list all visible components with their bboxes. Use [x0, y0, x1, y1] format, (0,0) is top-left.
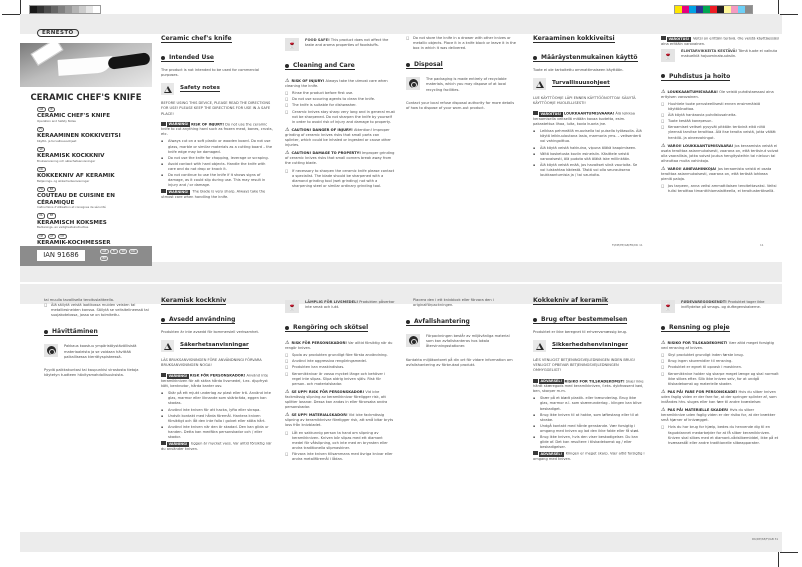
food-safe-notice: 🍷 FOOD SAFE! This product does not affect the taste and aroma properties of foodstuffs.: [285, 38, 395, 51]
warning-triangle-icon: ⚠: [661, 88, 666, 95]
product-photo: [20, 43, 152, 87]
list-item: □ Keramikknivar är vassa mycket länge och behöver i regel inte slipas. Slipa aldrig kniven själv. Risk för person- och materialskador.: [285, 372, 395, 387]
recycling-notice: The packaging is made entirely of recyclable materials, which you may dispose of at local recycling facilities.: [406, 77, 516, 92]
cleaning-heading: Rensning og pleje: [661, 325, 730, 332]
list-item: ▪ Do not use the knife for chopping, leverage or scraping.: [161, 156, 273, 161]
warning-icon: [533, 451, 538, 455]
risk-notice: ⚠ RISK FÖR PERSONSKADOR! Var alltid försiktig när du rengör kniven.: [285, 340, 393, 351]
safety-notes-heading: Safety notes: [161, 83, 273, 95]
warning-block: WARNING! The blade is very sharp. Always take the utmost care when handling the knife.: [161, 189, 266, 199]
cleaning-list: [285, 353, 395, 387]
list-item: □ Ceramic knives stay sharp very long and in general must not be sharpened. Do not sharpen the knife by yourself in order to avoid risk of injury and damage to property.: [285, 110, 395, 125]
list-item: ▪ Använd inte kniven för att hacka, lyfta eller skrapa.: [161, 408, 273, 413]
warning-triangle-icon: ⚠: [285, 388, 290, 395]
recycling-notice: Förpackningen består av miljövänliga material som kan avfallshanteras hos lokala återvinningsstationer.: [406, 334, 516, 349]
intended-use-text: The product is not intended to be used for commercial purposes.: [161, 68, 260, 78]
warning-triangle-icon: ⚠: [285, 78, 290, 85]
safety-notes-heading: Turvallisuusohjeet: [533, 78, 643, 90]
language-entry-en: [37, 107, 152, 123]
da-column-1: [533, 298, 645, 464]
cleaning-heading: Rengöring och skötsel: [285, 325, 368, 332]
continued-text: Placera den i ett knivblock eller förvara den i originalförpackningen.: [413, 298, 494, 308]
cleaning-list: [661, 102, 779, 141]
language-title: COUTEAU DE CUISINE EN CÉRAMIQUE: [37, 193, 115, 206]
warning-block: VAROITUS! Veitsi on erittäin terävä. Ole veistä käyttäessäsi aina erittäin varovainen.: [661, 36, 779, 46]
page-footer: FI/DE/EE/GB/FR/DK 11: [612, 243, 643, 247]
language-title: KERAMISK KOCKKNIV: [37, 153, 105, 160]
warning-triangle-icon: ⚠: [285, 126, 290, 133]
country-code: NL: [37, 213, 45, 218]
safety-bullet-list: [533, 129, 643, 178]
intended-use-heading: Avsedd användning: [161, 317, 235, 324]
list-item: □ Keramikknive holder sig skarpe meget længe og skal normalt ikke slibes efter. Slib ikke kniven selv, for at undgå tilskadekomst og materielle skader.: [661, 372, 779, 387]
warning-triangle-icon: [161, 340, 174, 352]
section-title: Keraaminen kokkiveitsi: [533, 35, 615, 42]
cleaning-heading: Cleaning and Care: [285, 63, 355, 70]
list-item: ▪ Undvik kontakt med hårda föremål. Hantera kniven försiktigt och låt den inte falla i golvet eller stöta hårt.: [161, 414, 273, 424]
country-code: FI: [110, 249, 117, 254]
country-code: IE: [48, 107, 55, 112]
recycling-icon: [406, 77, 420, 90]
language-title: CERAMIC CHEF'S KNIFE: [37, 113, 111, 120]
disposal-text: Contact your local refuse disposal authority for more details of how to dispose of your worn-out product.: [406, 100, 515, 110]
page-number: 11: [760, 243, 764, 247]
language-entry-fi: [37, 127, 152, 143]
language-title: KERAMISCH KOKSMES: [37, 219, 107, 226]
list-item: ▪ Skær på et blødt plastik- eller træunderlag. Brug ikke glas, marmor e.l. som skæreunderlag - klingen kan blive beskadiget.: [533, 396, 645, 411]
list-item: ▪ Brug ikke kniven til at hakke, som løftestang eller til at skrabe.: [533, 413, 645, 423]
country-code: FR: [37, 187, 45, 192]
crop-mark: [2, 14, 20, 15]
caution-injury: ⚠ PAS PÅ! FARE FOR PERSONSKADE! Hvis du sliber kniven uden faglig viden er der fare for, at der springer splinter af, som indåndes hhv. sluges eller kan føre til andre kvæstelser.: [661, 388, 777, 405]
language-subtitle: Instructions d'utilisation et consignes de sécurité: [37, 205, 106, 210]
country-code: BE: [47, 213, 55, 218]
language-entry-fr: [37, 187, 152, 209]
intended-use-text: Produkten är inte avsedd för kommersiell verksamhet.: [161, 330, 260, 335]
language-subtitle: Bedienings- en veiligheidsinstructies: [37, 225, 89, 230]
list-item: ▪ Använd inte kniven när den är skadad. Den kan glida ur handen. Detta kan medföra personskador och / eller skador.: [161, 425, 273, 440]
warning-triangle-icon: ⚠: [661, 340, 666, 347]
list-item: ▪ Undgå kontakt med hårde genstande. Vær forsigtig i omgang med kniven og lad den ikke falde eller få stød.: [533, 424, 645, 434]
bullet-icon: [661, 74, 665, 78]
recycling-icon: [44, 344, 58, 357]
sv-column-3: [406, 298, 516, 373]
warning-icon: [161, 373, 166, 377]
country-code: SE: [119, 249, 127, 254]
cleaning-heading: Puhdistus ja hoito: [661, 74, 730, 81]
warning-triangle-icon: ⚠: [661, 142, 666, 149]
warning-icon: [533, 111, 538, 115]
language-title: KERAMIK-KOCHMESSER: [37, 239, 111, 246]
food-safe-icon: 🍷: [285, 300, 299, 313]
country-code: GB: [100, 249, 109, 254]
language-subtitle: Operation and Safety Notes: [37, 118, 76, 123]
list-item: □ Brug ingen skuremidler til rensning.: [661, 359, 779, 364]
ian-country-codes: [100, 249, 142, 261]
list-item: □ Spola av produkten grundligt före första användning.: [285, 353, 395, 358]
cleaning-list-2: [661, 425, 779, 445]
section-title: Kokkekniv af keramik: [533, 297, 609, 304]
disposal-text: Kontakta miljökontoret på din ort för vidare information om avfallshantering av förbrukad produkt.: [406, 357, 513, 367]
country-code: DK: [37, 167, 46, 172]
country-code: BE: [100, 256, 108, 261]
safety-notes-heading: Sikkerhedshenvisninger: [533, 340, 645, 352]
warning-block: VARNING! RISK FÖR PERSONSKADOR! Använd inte keramikkniven för att skära hårda livsmedel, t.ex. djupfryst kött, benknotor, hårda kanter osv.: [161, 373, 269, 389]
sv-column-2: [285, 298, 395, 463]
bullet-icon: [44, 330, 48, 334]
disposal-heading: Hävittäminen: [44, 329, 98, 336]
list-item: ▪ Älä käytä veistä hakkuina, vipuna äläkä kaapimiseen.: [533, 146, 643, 151]
food-safe-icon: 🍷: [661, 300, 675, 313]
bullet-icon: [161, 56, 165, 60]
fi-column-2: [661, 36, 779, 195]
bullet-icon: [285, 64, 289, 68]
list-item: □ If necessary to sharpen the ceramic knife please contact a specialist. The blade should be sharpened with a diamond grinding tool (wet grinding) not with a sharpening steel or similar ordinary grinding tool.: [285, 169, 395, 189]
food-safe-notice: 🍷 FØDEVAREGODKENDT! Produktet tager ikke indflydelse på smags- og duftegenskaberne.: [661, 300, 779, 313]
warning-icon: [161, 441, 166, 445]
bullet-icon: [161, 318, 165, 322]
food-safe-icon: 🍷: [285, 38, 299, 51]
bullet-icon: [285, 326, 289, 330]
list-item: □ Tuote kestää konepesun.: [661, 119, 779, 124]
list-item: □ Keraamiset veitset pysyvät pitkään terävinä eikä niitä yleensä tarvitse teroittaa. Älä itse teroita veistä, jotta vältät henkilö- ja aineevahingot.: [661, 125, 779, 140]
crop-mark: [780, 552, 798, 553]
language-subtitle: Bruksanvisning och säkerhetsanvisningar: [37, 158, 96, 163]
bottom-page-spread: [0, 290, 802, 567]
list-item: ▪ Always cut on a soft plastic or wooden board. Do not use glass, marble or similar materials as a cutting board – the knife edge may be damaged.: [161, 139, 273, 154]
list-item: ▪ Älä käytä veistä enää, jos havaitset siinä vaurioita. Se voi luiskahtaa kädestä. Tästä voi olla seurauksena loukkaantumisia ja / tai vaurioita.: [533, 163, 643, 178]
warning-triangle-icon: ⚠: [661, 166, 666, 172]
risk-notice: ⚠ LOUKKAANTUMISVAARA! Ole veistä puhdistaessasi aina erityisen varovainen.: [661, 88, 774, 99]
ian-bar: [20, 246, 152, 266]
cover-title: CERAMIC CHEF'S KNIFE: [30, 93, 142, 103]
fi-column-1: [533, 36, 643, 179]
warning-triangle-icon: [533, 78, 546, 90]
recycling-icon: [406, 334, 420, 347]
language-subtitle: Betjenings- og sikkerhedsanvisninger: [37, 178, 90, 183]
intended-use-heading: Määräystenmukainen käyttö: [533, 55, 638, 62]
recycling-notice: Pakkaus koostuu ympäristöystävällisistä materiaaleista ja se voidaan hävittää paikallisessa kierrätyspisteessä.: [44, 344, 154, 359]
warning-block: WARNING! RISK OF INJURY! Do not use the ceramic knife to cut anything hard such as frozen meat, bones, crusts, etc.: [161, 122, 273, 137]
country-code: FI: [37, 127, 44, 132]
section-title: Ceramic chef's knife: [161, 35, 232, 42]
safety-bullet-list: [533, 396, 645, 450]
country-code: SE: [37, 147, 45, 152]
crop-mark: [780, 14, 798, 15]
warning-triangle-icon: ⚠: [285, 150, 290, 157]
crop-mark: [778, 552, 779, 567]
safety-bullet-list: [161, 139, 273, 188]
list-item: ▪ Skär på ett mjukt underlag av plast eller trä. Använd inte glas, marmor eller liknande som skärbräda, eggen kan skadas.: [161, 391, 273, 406]
country-code: DK: [129, 249, 138, 254]
list-item: □ Skyl produktet grundigt inden første brug.: [661, 353, 779, 358]
brand-logo: ERNESTO: [37, 29, 79, 37]
da-column-2: [661, 298, 779, 447]
food-safe-notice: 🍷 ELINTARVIKKEITA KESTÄVÄ! Tämä tuote ei vaikuta makuelkiä hajuominaisuuksiin.: [661, 49, 779, 62]
caution-injury: ⚠ SE UPP! RISK FÖR PERSONSKADOR! Vid icke fackmässig slipning av keramikknivar föreligger risk, att splitter lossnar. Dessa kan andas in eller förorsaka andra personskador.: [285, 388, 388, 410]
cmyk-colorbar: [674, 5, 753, 14]
intended-use-heading: Brug efter bestemmelsen: [533, 317, 627, 324]
language-subtitle: Käyttö- ja turvallisuusohjeet: [37, 138, 77, 143]
disposal-heading: Disposal: [406, 62, 443, 69]
disposal-text: Pyydä paikkakuntasi tai kaupunkisi virastosta tietoja käytetyn tuotteen hävitysmahdollisuuksista.: [44, 367, 139, 377]
bullet-icon: [406, 63, 410, 67]
caution-property: ⚠ PAS PÅ! MATERIELLE SKADER! Hvis du sliber keramikknive uden faglig viden er der risiko for, at der brækker små hjørner af knivægget.: [661, 407, 776, 423]
bullet-icon: [661, 326, 665, 330]
list-item: □ Älä käytä hankaavia puhdistusaineita.: [661, 113, 779, 118]
crop-mark: [778, 0, 779, 14]
safety-notes-heading: Säkerhetsanvisningar: [161, 340, 273, 352]
bullet-icon: [533, 56, 537, 60]
caution-property: ⚠ CAUTION! DAMAGE TO PROPERTY! Improper grinding of ceramic knives risks that small corners break away from the cutting blade.: [285, 150, 395, 166]
intended-use-text: Produktet er ikke beregnet til erhvervsmæssig brug.: [533, 330, 628, 335]
safety-caps-text: BEFORE USING THIS DEVICE, PLEASE READ THE DIRECTIONS FOR USE! PLEASE KEEP THE DIRECTIONS FOR USE IN A SAFE PLACE!: [161, 101, 271, 116]
caution-property: ⚠ SE UPP! MATERIALSKADOR! Vid icke fackmässig slipning av keramikknivar föreligger risk, att små bitar bryts loss från knivbladet.: [285, 412, 394, 428]
list-item: □ Jos tarpeen, anna veitsi ammattilaisen teroitettavaksi. Veitsi tulisi teroittaa timanttihiomalaitteella, ei teroitusteräksellä.: [661, 184, 779, 194]
list-item: ▪ Leikkaa pehmeällä muovisella tai puisella työtasolla. Älä käytä leikkuulautana lasia, marmoria yms. – veitsenterä voi vahingoittua.: [533, 129, 643, 144]
list-item: ▪ Brug ikke kniven, hvis den viser beskadigelser. Du kan glide af. Det kan resultere i tilskadekomst og / eller beskadigelser.: [533, 435, 645, 450]
country-code: AT: [48, 234, 56, 239]
disposal-heading: Avfallshantering: [406, 319, 470, 326]
en-column-2: [285, 36, 395, 190]
intended-use-text: Tuote ei ole tarkoitettu ammattimaiseen käyttöön.: [533, 68, 624, 73]
caution-property: ⚠ VAROI! AINEVAHINKOJA! Jos keraamista veistä ei osata teroittaa asianmukaisesti, vaarana on, että terästä lohkeaa pieniä paloja.: [661, 166, 772, 182]
sv-column-1: [161, 298, 273, 454]
list-item: □ Do not use scouring agents to clean the knife.: [285, 97, 395, 102]
bullet-icon: [533, 318, 537, 322]
warning-triangle-icon: [533, 340, 546, 352]
ceramic-blade-image: [58, 56, 114, 76]
fi-column-3: [44, 298, 154, 383]
bullet-icon: [406, 320, 410, 324]
cleaning-list-2: [285, 431, 395, 463]
warning-icon: [533, 379, 538, 383]
list-item: □ Produktet er egnet til opvask i maskinen.: [661, 365, 779, 370]
cover-page: [20, 0, 152, 282]
list-item: □ Låt en sakkunnig person ta hand om slipning av keramikkniven. Kniven bör slipas med ett diamant medel för våtslipning, och inte med en brynsten eller andra traditionella slipmaskiner.: [285, 431, 395, 451]
knife-handle-image: [107, 52, 150, 70]
list-item: ▪ Vältä kosketusta koviin esineisiin. Käsittele veistä varovaisesti, älä pudota sitä äläkä iske millinkään.: [533, 152, 643, 162]
safety-caps-text: LÄS BRUKSANVISNINGEN FÖRE ANVÄNDNINGI FÖRVARA BRUKSANVISNINGEN NOGA!: [161, 358, 262, 368]
warning-triangle-icon: ⚠: [661, 407, 666, 414]
language-list: [37, 107, 152, 254]
language-title: KERAAMINEN KOKKIVEITSI: [37, 133, 121, 140]
list-item: □ Älä säilytä veistä laatikossa muiden veisten tai metalliesineiden kanssa. Säilytä se veitsitelineessä tai suojakotelossa, jossa se on toimitettu.: [44, 303, 154, 318]
warning-block: ADVARSEL! Klingen er meget skarp. Vær altid forsigtig i omgang med kniven.: [533, 451, 645, 461]
en-column-1: [161, 36, 273, 202]
list-item: □ Använd inte aggressiva rengöringsmedel.: [285, 359, 395, 364]
warning-icon: [161, 189, 166, 193]
risk-notice: ⚠ RISK OF INJURY! Always take the utmost care when cleaning the knife.: [285, 78, 388, 89]
warning-triangle-icon: ⚠: [285, 340, 290, 347]
cleaning-list-2: [285, 169, 395, 189]
en-column-3: [406, 36, 516, 116]
country-code: DE: [37, 234, 46, 239]
warning-block: VARNING! Eggen är mycket vass. Var alltid försiktig när du använder kniven.: [161, 441, 272, 451]
cleaning-list: [285, 91, 395, 125]
warning-icon: [161, 122, 166, 126]
continued-text: tai muulla tavallisella teroituslaitteella.: [44, 298, 115, 302]
storage-list: [406, 36, 516, 51]
list-item: □ Do not store the knife in a drawer with other knives or metallic objects. Place it in a knife block or leave it in the box in which it was delivered.: [406, 36, 516, 51]
language-entry-dk: [37, 167, 152, 183]
top-page-spread: [0, 0, 802, 282]
caution-injury: ⚠ CAUTION! DANGER OF INJURY! Attention! Improper grinding of ceramic knives risks that small parts can splinter, which could be inhaled or ingested or cause other injuries.: [285, 126, 391, 148]
country-code: GB: [37, 107, 46, 112]
safety-bullet-list: [161, 391, 273, 440]
list-item: ▪ Do not continue to use the knife if it shows signs of damage, as it could slip during use. This may result in injury and / or damage.: [161, 173, 273, 188]
list-item: □ Förvara inte kniven tillsammans med övriga knivar eller andra metallföremål i lådan.: [285, 452, 395, 462]
country-code: CH: [58, 234, 67, 239]
section-title: Keramisk kockkniv: [161, 297, 227, 304]
food-safe-notice: 🍷 LÄMPLIG FÖR LIVSMEDEL! Produkten påverkar inte smak och lukt.: [285, 300, 395, 313]
language-entry-se: [37, 147, 152, 163]
list-item: □ Hvis du har brug for hjælp, bedes du henvende dig til en faguddannet medarbejder for at få sliber keramikkniven. Kniven skal slibes med et diamant-vådslibemiddel, ikke på et hvæssestål eller andre traditionelle slibeapparater.: [661, 425, 779, 445]
language-entry-nl: [37, 213, 152, 229]
intended-use-heading: Intended Use: [161, 55, 214, 62]
safety-caps-text: LÆS VENLIGST BETJENINGSVEJLEDNINGEN INDEN BRUG! VENLIGST OPBEVAR BETJENINGSVEJLEDNINGEN OMHYGGELIGT!: [533, 358, 636, 373]
footer-band: [20, 532, 782, 552]
warning-triangle-icon: ⚠: [661, 388, 666, 395]
list-item: □ Rinse the product before first use.: [285, 91, 395, 96]
warning-triangle-icon: [161, 83, 174, 95]
ian-number: IAN 91686: [37, 250, 85, 261]
list-item: ▪ Avoid contact with hard objects. Handle the knife with care and do not drop or knock it.: [161, 162, 273, 172]
list-item: □ The knife is suitable for dishwasher.: [285, 103, 395, 108]
list-item: □ Produkten kan maskindiskas.: [285, 365, 395, 370]
list-item: □ Huuhtele tuote perusteellisesti ennen ensimmäistä käyttöönottoa.: [661, 102, 779, 112]
page-footer: DK/DE/SE/FI/GB 31: [752, 537, 779, 541]
warning-triangle-icon: ⚠: [285, 412, 290, 419]
cleaning-list-2: [661, 184, 779, 194]
warning-block: VAROITUS! LOUKKAANTUMISVAARA! Älä leikkaa keraamisella veitsellä mitään kovaa tuotetta, esim. pakastettua lihaa, luita, kovia kuoria jne.: [533, 111, 635, 127]
risk-notice: ⚠ RISIKO FOR TILSKADEKOMST! Vær altid meget forsigtig ved rensning af kniven.: [661, 340, 774, 351]
caution-injury: ⚠ VAROI! LOUKKAANTUMISVAARA! Jos keraamista veistä ei osata teroittaa asianmukaisesti, vaarana on, että teräsirut voivat olla vaarallisia, jotka voivat joutua hengitysteihin tai nieluun tai aiheuttaa muita vahinkoja.: [661, 142, 779, 163]
safety-caps-text: LUE KÄYTTÖOHJE LÄPI ENNEN KÄYTTÖÖNOTTOA! SÄILYTÄ KÄYTTÖOHJE HUOLELLISESTI!: [533, 96, 636, 106]
language-title: KOKKEKNIV AF KERAMIK: [37, 173, 115, 180]
warning-icon: [661, 36, 666, 40]
country-code: BE: [47, 187, 55, 192]
cleaning-list: [661, 353, 779, 387]
food-safe-icon: 🍷: [661, 49, 675, 62]
storage-list: [44, 303, 154, 318]
warning-block: ADVARSEL! RISIKO FOR TILSKADEKOMST! Skær ikke hårdt skæregods med keramikkniven, f.eks. dybfrossent kød, ben, skorper m.m.: [533, 379, 644, 394]
